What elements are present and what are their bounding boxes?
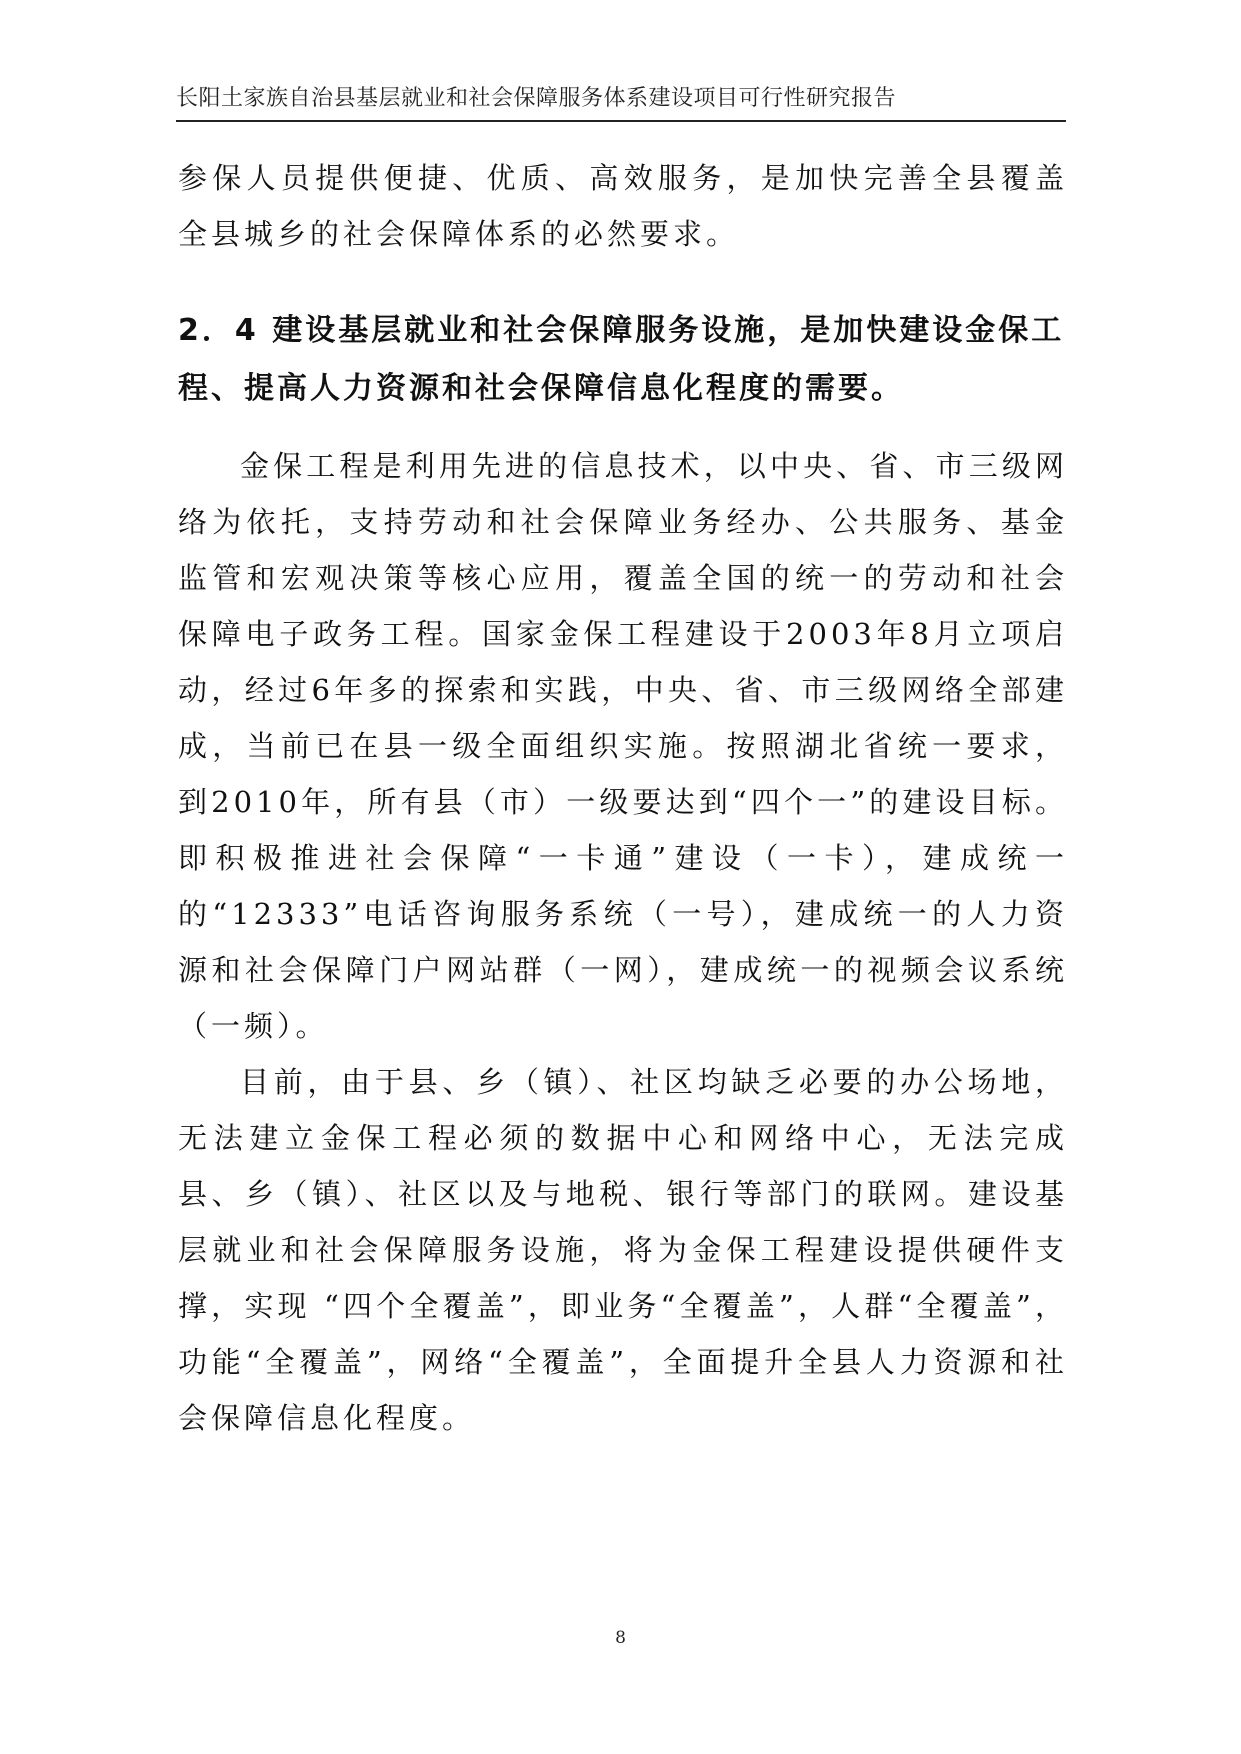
page-header-title: 长阳土家族自治县基层就业和社会保障服务体系建设项目可行性研究报告	[176, 86, 897, 111]
header-divider	[176, 120, 1066, 122]
paragraph-continued: 参保人员提供便捷、优质、高效服务，是加快完善全县覆盖全县城乡的社会保障体系的必然要求。	[178, 161, 1068, 251]
paragraph-current-situation: 目前，由于县、乡（镇）、社区均缺乏必要的办公场地，无法建立金保工程必须的数据中心和网络中心，无法完成县、乡（镇）、社区以及与地税、银行等部门的联网。建设基层就业和社会保障服务设施，将为金保工程建设提供硬件支撑，实现 “四个全覆盖”，即业务“全覆盖”，人群“全覆盖”，功能“全覆盖”，网络“全覆盖”，全面提升全县人力资源和社会保障信息化程度。	[178, 1065, 1068, 1435]
page-number: 8	[615, 1628, 626, 1648]
document-body	[178, 150, 1068, 1446]
section-heading: 2．4 建设基层就业和社会保障服务设施，是加快建设金保工程、提高人力资源和社会保障信息化程度的需要。	[178, 313, 1065, 406]
paragraph-golden-security-project: 金保工程是利用先进的信息技术，以中央、省、市三级网络为依托，支持劳动和社会保障业务经办、公共服务、基金监管和宏观决策等核心应用，覆盖全国的统一的劳动和社会保障电子政务工程。国家金保工程建设于2003年8月立项启动，经过6年多的探索和实践，中央、省、市三级网络全部建成，当前已在县一级全面组织实施。按照湖北省统一要求，到2010年，所有县（市）一级要达到“四个一”的建设目标。即积极推进社会保障“一卡通”建设（一卡），建成统一的“12333”电话咨询服务系统（一号），建成统一的人力资源和社会保障门户网站群（一网），建成统一的视频会议系统（一频）。	[178, 449, 1068, 1043]
